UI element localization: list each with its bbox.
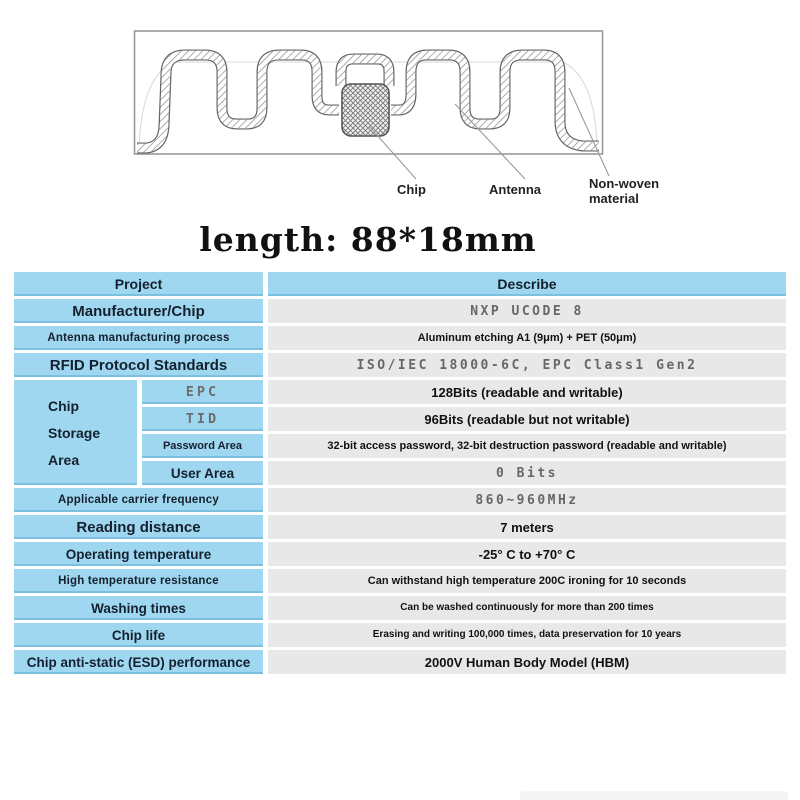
label-operating-temperature: Operating temperature: [14, 542, 263, 566]
value-reading-distance: 7 meters: [268, 515, 786, 539]
label-manufacturer: Manufacturer/Chip: [14, 299, 263, 323]
header-project: Project: [14, 272, 263, 296]
table-row: [14, 515, 786, 539]
rfid-inlay-diagram: [133, 28, 613, 186]
chip-callout-label: Chip: [397, 182, 426, 197]
table-row: [142, 380, 786, 404]
label-high-temperature: High temperature resistance: [14, 569, 263, 593]
label-washing-times: Washing times: [14, 596, 263, 620]
label-chip-storage-area: [14, 380, 137, 485]
label-rfid-standards: RFID Protocol Standards: [14, 353, 263, 377]
table-row: [14, 650, 786, 674]
table-header-row: [14, 272, 786, 296]
value-manufacturer: NXP UCODE 8: [268, 299, 786, 323]
label-carrier-frequency: Applicable carrier frequency: [14, 488, 263, 512]
table-row: [14, 542, 786, 566]
label-chip-life: Chip life: [14, 623, 263, 647]
label-user-area: User Area: [142, 461, 263, 485]
value-password-area: 32-bit access password, 32-bit destruction password (readable and writable): [268, 434, 786, 458]
chip-storage-subrows: [142, 380, 786, 485]
length-heading: length: 88*18mm: [199, 220, 537, 259]
label-esd: Chip anti-static (ESD) performance: [14, 650, 263, 674]
label-antenna-process: Antenna manufacturing process: [14, 326, 263, 350]
value-antenna-process: Aluminum etching A1 (9μm) + PET (50μm): [268, 326, 786, 350]
value-washing-times: Can be washed continuously for more than 200 times: [268, 596, 786, 620]
value-user-area: 0 Bits: [268, 461, 786, 485]
storage-title-line2: Storage: [48, 424, 101, 441]
material-callout-label: [589, 177, 659, 206]
material-label-line1: Non-woven: [589, 176, 660, 191]
value-chip-life: [268, 623, 786, 647]
header-describe: Describe: [268, 272, 786, 296]
table-row: [14, 488, 786, 512]
chip-storage-group: [14, 380, 786, 485]
storage-title-line3: Area: [48, 451, 80, 468]
table-row: [142, 461, 786, 485]
label-tid: TID: [142, 407, 263, 431]
value-high-temperature: Can withstand high temperature 200C ironing for 10 seconds: [268, 569, 786, 593]
chip-life-text: Erasing and writing 100,000 times, data preservation for 10 years: [372, 629, 682, 640]
antenna-callout-label: Antenna: [489, 182, 541, 197]
value-operating-temperature: -25° C to +70° C: [268, 542, 786, 566]
cutoff-partial-element: [520, 791, 788, 800]
label-epc: EPC: [142, 380, 263, 404]
table-row: [14, 596, 786, 620]
value-esd: 2000V Human Body Model (HBM): [268, 650, 786, 674]
table-row: [14, 326, 786, 350]
label-password-area: Password Area: [142, 434, 263, 458]
value-epc: 128Bits (readable and writable): [268, 380, 786, 404]
table-row: [14, 569, 786, 593]
table-row: [14, 623, 786, 647]
storage-title-line1: Chip: [48, 397, 80, 414]
chip-shape: [342, 84, 389, 136]
table-row: [142, 434, 786, 458]
table-row: [14, 353, 786, 377]
label-reading-distance: Reading distance: [14, 515, 263, 539]
value-carrier-frequency: 860~960MHz: [268, 488, 786, 512]
spec-table: [14, 272, 786, 674]
table-row: [14, 299, 786, 323]
material-label-line2: material: [589, 190, 639, 206]
value-rfid-standards: ISO/IEC 18000-6C, EPC Class1 Gen2: [268, 353, 786, 377]
table-row: [142, 407, 786, 431]
value-tid: 96Bits (readable but not writable): [268, 407, 786, 431]
